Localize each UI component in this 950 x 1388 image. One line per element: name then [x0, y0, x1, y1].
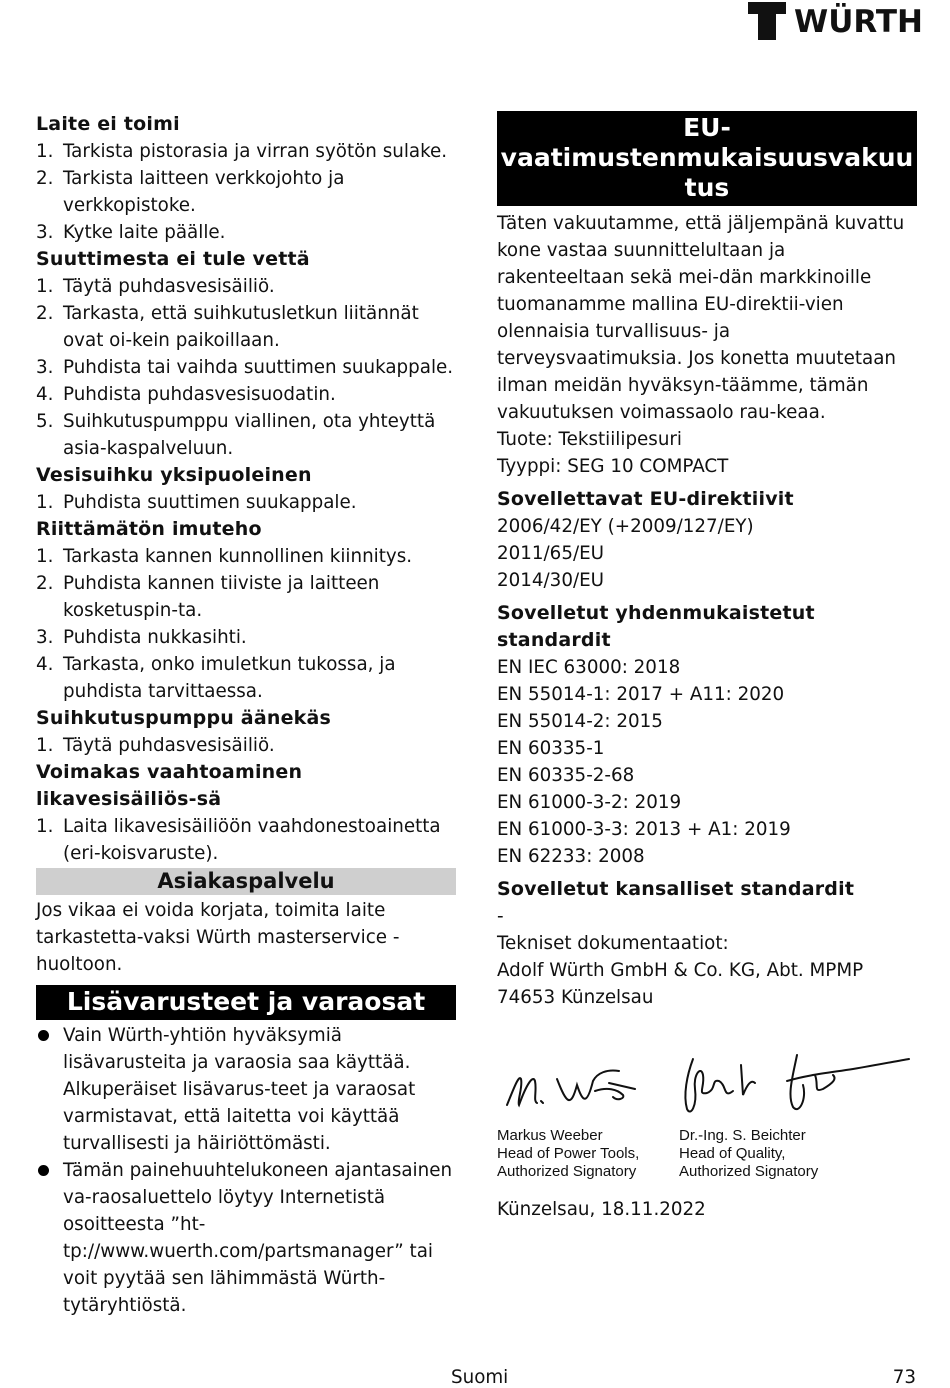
standard-item: EN 62233: 2008 [497, 846, 645, 867]
signatory-name: Markus Weeber [497, 1127, 603, 1144]
wurth-logo [746, 0, 948, 44]
step-text: Tarkista pistorasia ja virran syötön sulake. [63, 141, 448, 162]
section-no-water [36, 246, 456, 462]
step-number: 2. [36, 168, 54, 189]
signatures [497, 1035, 917, 1127]
step-number: 3. [36, 357, 54, 378]
step-text: Puhdista nukkasihti. [63, 627, 247, 648]
right-column [497, 111, 917, 1223]
step-text: Tarkasta, että suihkutusletkun liitännät ovat oi-kein paikoillaan. [63, 303, 419, 351]
eu-declaration-heading [497, 111, 917, 206]
left-column [36, 111, 456, 1319]
section-heading: Laite ei toimi [36, 113, 180, 135]
step-number: 1. [36, 816, 54, 837]
section-foaming [36, 759, 456, 867]
signatory-role: Head of Power Tools, [497, 1145, 640, 1162]
company-name: Adolf Würth GmbH & Co. KG, Abt. MPMP [497, 960, 864, 981]
place-date: Künzelsau, 18.11.2022 [497, 1199, 706, 1220]
step-item [36, 813, 456, 867]
step-text: Puhdista tai vaihda suuttimen suukappale. [63, 357, 454, 378]
step-item [36, 138, 456, 165]
standard-item: EN 60335-2-68 [497, 765, 635, 786]
step-text: Laita likavesisäiliöön vaahdonestoainetta (eri-koisvaruste). [63, 816, 441, 864]
signatory-names [497, 1127, 917, 1181]
signatory-role: Head of Quality, [679, 1145, 786, 1162]
step-text: Kytke laite päälle. [63, 222, 226, 243]
step-text: Puhdista kannen tiiviste ja laitteen kosketuspin-ta. [63, 573, 380, 621]
bullet-item [36, 1022, 456, 1157]
steps-list [36, 543, 456, 705]
steps-list [36, 813, 456, 867]
section-heading: Vesisuihku yksipuoleinen [36, 464, 312, 486]
step-number: 1. [36, 735, 54, 756]
step-item [36, 651, 456, 705]
step-number: 2. [36, 303, 54, 324]
step-text: Suihkutuspumppu viallinen, ota yhteyttä asia-kaspalveluun. [63, 411, 436, 459]
directives-heading: Sovellettavat EU-direktiivit [497, 488, 794, 510]
step-number: 1. [36, 546, 54, 567]
step-number: 1. [36, 276, 54, 297]
step-text: Täytä puhdasvesisäiliö. [63, 735, 275, 756]
section-device-not-working [36, 111, 456, 246]
step-item [36, 570, 456, 624]
section-heading: Suuttimesta ei tule vettä [36, 248, 310, 270]
type-line: Tyyppi: SEG 10 COMPACT [497, 456, 729, 477]
section-low-suction [36, 516, 456, 705]
bullet-icon [38, 1030, 49, 1041]
standard-item: EN 60335-1 [497, 738, 605, 759]
standard-item: EN 55014-1: 2017 + A11: 2020 [497, 684, 785, 705]
standards-list [497, 654, 917, 870]
step-item [36, 354, 456, 381]
standard-item: EN 61000-3-3: 2013 + A1: 2019 [497, 819, 791, 840]
signatory-name: Dr.-Ing. S. Beichter [679, 1127, 806, 1144]
step-text: Tarkasta, onko imuletkun tukossa, ja puhdista tarvittaessa. [63, 654, 396, 702]
eu-title-line: EU- [683, 113, 731, 142]
section-pump-noisy [36, 705, 456, 759]
step-number: 5. [36, 411, 54, 432]
national-standards-heading: Sovelletut kansalliset standardit [497, 878, 855, 900]
step-item [36, 300, 456, 354]
step-item [36, 273, 456, 300]
bullet-item [36, 1157, 456, 1319]
signatory-authority: Authorized Signatory [679, 1163, 819, 1180]
step-number: 3. [36, 222, 54, 243]
directive-item: 2011/65/EU [497, 543, 605, 564]
steps-list [36, 273, 456, 462]
step-text: Täytä puhdasvesisäiliö. [63, 276, 275, 297]
step-item [36, 381, 456, 408]
steps-list [36, 732, 456, 759]
standards-heading: Sovelletut yhdenmukaistetut standardit [497, 602, 815, 651]
step-text: Puhdista puhdasvesisuodatin. [63, 384, 336, 405]
section-heading: Voimakas vaahtoaminen likavesisäiliös-sä [36, 761, 303, 810]
accessories-list [36, 1022, 456, 1319]
national-standards-value: - [497, 906, 504, 927]
standard-item: EN IEC 63000: 2018 [497, 657, 681, 678]
section-heading: Suihkutuspumppu äänekäs [36, 707, 332, 729]
bullet-icon [38, 1165, 49, 1176]
step-item [36, 624, 456, 651]
directive-item: 2006/42/EY (+2009/127/EY) [497, 516, 754, 537]
section-spray-one-sided [36, 462, 456, 516]
eu-title-line: vaatimustenmukaisuusvakuu [500, 143, 914, 172]
step-item [36, 489, 456, 516]
logo-text: WÜRTH [794, 4, 923, 40]
step-number: 3. [36, 627, 54, 648]
tech-docs-label: Tekniset dokumentaatiot: [497, 933, 729, 954]
directives-list [497, 513, 917, 594]
steps-list [36, 138, 456, 246]
step-item [36, 219, 456, 246]
step-item [36, 165, 456, 219]
company-address: 74653 Künzelsau [497, 987, 654, 1008]
step-number: 4. [36, 384, 54, 405]
signatory-2 [679, 1127, 861, 1181]
step-item [36, 732, 456, 759]
service-text: Jos vikaa ei voida korjata, toimita laite tarkastetta-vaksi Würth masterservice -huoltoon. [36, 900, 400, 975]
eu-title-line: tus [684, 173, 730, 202]
standard-item: EN 55014-2: 2015 [497, 711, 663, 732]
handwritten-signatures [497, 1035, 917, 1127]
step-number: 4. [36, 654, 54, 675]
step-text: Tarkista laitteen verkkojohto ja verkkopistoke. [63, 168, 345, 216]
service-heading: Asiakaspalvelu [36, 868, 456, 895]
section-heading: Riittämätön imuteho [36, 518, 262, 540]
standard-item: EN 61000-3-2: 2019 [497, 792, 682, 813]
step-number: 1. [36, 141, 54, 162]
declaration-intro: Täten vakuutamme, että jäljempänä kuvattu kone vastaa suunnittelultaan ja rakenteeltaan sekä mei-dän markkinoille tuomanamme mallina EU-direktii-vien olennaisia turvallisuus- ja terveysvaatimuksia. Jos konetta muutetaan ilman meidän hyväksyn-täämme, tämän vakuutuksen voimassaolo rau-keaa. [497, 213, 905, 423]
directive-item: 2014/30/EU [497, 570, 605, 591]
step-item [36, 543, 456, 570]
bullet-text: Vain Würth-yhtiön hyväksymiä lisävarusteita ja varaosia saa käyttää. Alkuperäiset lisävarus-teet ja varaosat varmistavat, että laitetta voi käyttää turvallisesti ja häiriöttömästi. [63, 1025, 416, 1154]
step-text: Tarkasta kannen kunnollinen kiinnitys. [63, 546, 413, 567]
signatory-1 [497, 1127, 679, 1181]
accessories-heading: Lisävarusteet ja varaosat [36, 985, 456, 1020]
step-number: 2. [36, 573, 54, 594]
step-text: Puhdista suuttimen suukappale. [63, 492, 357, 513]
product-line: Tuote: Tekstiilipesuri [497, 429, 683, 450]
footer-language: Suomi [451, 1367, 509, 1388]
step-number: 1. [36, 492, 54, 513]
steps-list [36, 489, 456, 516]
signatory-authority: Authorized Signatory [497, 1163, 637, 1180]
page-number: 73 [892, 1367, 916, 1388]
step-item [36, 408, 456, 462]
bullet-text: Tämän painehuuhtelukoneen ajantasainen va-raosaluettelo löytyy Internetistä osoitteesta ”ht-tp://www.wuerth.com/partsmanager” tai voit pyytää sen lähimmästä Würth-tytäryhtiöstä. [63, 1160, 453, 1316]
